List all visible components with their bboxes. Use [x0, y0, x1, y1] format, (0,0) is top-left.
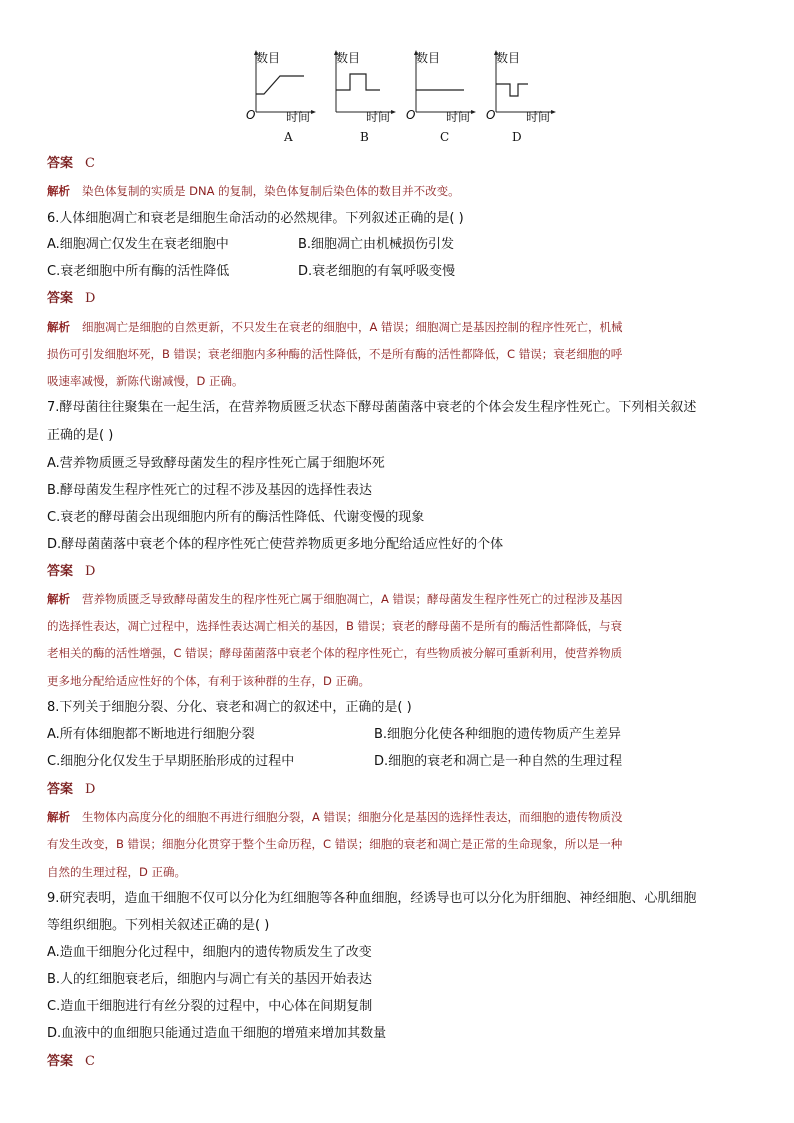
answer-value: D — [85, 291, 96, 306]
answer-label: 答案 — [47, 156, 74, 171]
graph-c-caption: C — [440, 130, 450, 144]
y-axis-label: 数目 — [496, 51, 521, 65]
graph-b — [324, 46, 404, 146]
q8-option-d: D.细胞的衰老和凋亡是一种自然的生理过程 — [374, 754, 623, 769]
q8-stem: 8.下列关于细胞分裂、分化、衰老和凋亡的叙述中，正确的是( ) — [47, 700, 412, 715]
q6-option-c: C.衰老细胞中所有酶的活性降低 — [47, 264, 230, 279]
q6-answer — [47, 291, 95, 307]
explanation-label: 解析 — [47, 320, 70, 334]
q9-option-c: C.造血干细胞进行有丝分裂的过程中，中心体在间期复制 — [47, 999, 373, 1014]
graph-a — [244, 46, 324, 146]
q9-option-d: D.血液中的血细胞只能通过造血干细胞的增殖来增加其数量 — [47, 1026, 387, 1041]
q6-explanation — [47, 319, 623, 335]
answer-label: 答案 — [47, 291, 74, 306]
explanation-label: 解析 — [47, 810, 70, 824]
q9-stem-line-2: 等组织细胞。下列相关叙述正确的是( ) — [47, 918, 270, 933]
answer-value: D — [85, 564, 96, 579]
q7-option-c: C.衰老的酵母菌会出现细胞内所有的酶活性降低、代谢变慢的现象 — [47, 510, 425, 525]
q7-option-d: D.酵母菌菌落中衰老个体的程序性死亡使营养物质更多地分配给适应性好的个体 — [47, 537, 504, 552]
q9-option-a: A.造血干细胞分化过程中，细胞内的遗传物质发生了改变 — [47, 945, 372, 960]
q7-explanation-line-2: 的选择性表达，凋亡过程中，选择性表达凋亡相关的基因，B 错误；衰老的酵母菌不是所有的酶活性都降低，与衰 — [47, 619, 623, 633]
explanation-text: 细胞凋亡是细胞的自然更新，不只发生在衰老的细胞中，A 错误；细胞凋亡是基因控制的程序性死亡，机械 — [82, 320, 623, 334]
x-axis-label: 时间 — [526, 110, 551, 124]
q8-option-b: B.细胞分化使各种细胞的遗传物质产生差异 — [374, 727, 622, 742]
explanation-text: 染色体复制的实质是 DNA 的复制，染色体复制后染色体的数目并不改变。 — [82, 184, 460, 198]
answer-label: 答案 — [47, 564, 74, 579]
q7-explanation — [47, 591, 623, 607]
q8-explanation-line-3: 自然的生理过程，D 正确。 — [47, 865, 187, 879]
q8-explanation-line-2: 有发生改变，B 错误；细胞分化贯穿于整个生命历程，C 错误；细胞的衰老和凋亡是正常的生命现象，所以是一种 — [47, 837, 623, 851]
explanation-label: 解析 — [47, 184, 70, 198]
answer-option-graphs — [244, 46, 551, 146]
q8-answer — [47, 782, 95, 798]
graph-d — [484, 46, 564, 146]
graph-c — [404, 46, 484, 146]
origin-label: O — [246, 108, 256, 122]
q6-explanation-line-2: 损伤可引发细胞坏死，B 错误；衰老细胞内多种酶的活性降低，不是所有酶的活性都降低，C 错误；衰老细胞的呼 — [47, 347, 623, 361]
q6-explanation-line-3: 吸速率减慢，新陈代谢减慢，D 正确。 — [47, 374, 244, 388]
graph-b-curve — [336, 74, 380, 90]
x-axis-label: 时间 — [286, 110, 311, 124]
q7-answer — [47, 564, 95, 580]
graph-b-caption: B — [360, 130, 369, 144]
explanation-text: 营养物质匮乏导致酵母菌发生的程序性死亡属于细胞凋亡，A 错误；酵母菌发生程序性死亡的过程涉及基因 — [82, 592, 623, 606]
graph-a-curve — [256, 76, 304, 94]
graph-d-curve — [496, 84, 528, 96]
x-axis-label: 时间 — [366, 110, 391, 124]
origin-label: O — [486, 108, 496, 122]
q6-option-b: B.细胞凋亡由机械损伤引发 — [298, 237, 455, 252]
q5-explanation — [47, 183, 460, 199]
q7-option-a: A.营养物质匮乏导致酵母菌发生的程序性死亡属于细胞坏死 — [47, 456, 385, 471]
q5-answer — [47, 156, 95, 172]
q7-explanation-line-4: 更多地分配给适应性好的个体，有利于该种群的生存，D 正确。 — [47, 674, 371, 688]
q6-stem: 6.人体细胞凋亡和衰老是细胞生命活动的必然规律。下列叙述正确的是( ) — [47, 211, 464, 226]
q6-option-d: D.衰老细胞的有氧呼吸变慢 — [298, 264, 456, 279]
explanation-label: 解析 — [47, 592, 70, 606]
y-axis-label: 数目 — [416, 51, 441, 65]
q8-option-a: A.所有体细胞都不断地进行细胞分裂 — [47, 727, 255, 742]
q9-option-b: B.人的红细胞衰老后，细胞内与凋亡有关的基因开始表达 — [47, 972, 373, 987]
q7-stem-line-2: 正确的是( ) — [47, 428, 114, 443]
q9-answer — [47, 1054, 95, 1070]
q8-option-c: C.细胞分化仅发生于早期胚胎形成的过程中 — [47, 754, 295, 769]
q7-explanation-line-3: 老相关的酶的活性增强，C 错误；酵母菌菌落中衰老个体的程序性死亡，有些物质被分解可重新利用，使营养物质 — [47, 646, 623, 660]
q8-explanation — [47, 809, 623, 825]
graph-d-caption: D — [512, 130, 522, 144]
answer-value: C — [85, 156, 95, 171]
q7-option-b: B.酵母菌发生程序性死亡的过程不涉及基因的选择性表达 — [47, 483, 373, 498]
q7-stem-line-1: 7.酵母菌往往聚集在一起生活，在营养物质匮乏状态下酵母菌菌落中衰老的个体会发生程序性死亡。下列相关叙述 — [47, 400, 697, 415]
q6-option-a: A.细胞凋亡仅发生在衰老细胞中 — [47, 237, 229, 252]
x-axis-label: 时间 — [446, 110, 471, 124]
y-axis-label: 数目 — [336, 51, 361, 65]
answer-label: 答案 — [47, 1054, 74, 1069]
answer-label: 答案 — [47, 782, 74, 797]
answer-value: C — [85, 1054, 95, 1069]
y-axis-label: 数目 — [256, 51, 281, 65]
answer-value: D — [85, 782, 96, 797]
graph-a-caption: A — [284, 130, 293, 144]
explanation-text: 生物体内高度分化的细胞不再进行细胞分裂，A 错误；细胞分化是基因的选择性表达，而细胞的遗传物质没 — [82, 810, 623, 824]
q9-stem-line-1: 9.研究表明，造血干细胞不仅可以分化为红细胞等各种血细胞，经诱导也可以分化为肝细胞、神经细胞、心肌细胞 — [47, 891, 697, 906]
origin-label: O — [406, 108, 416, 122]
